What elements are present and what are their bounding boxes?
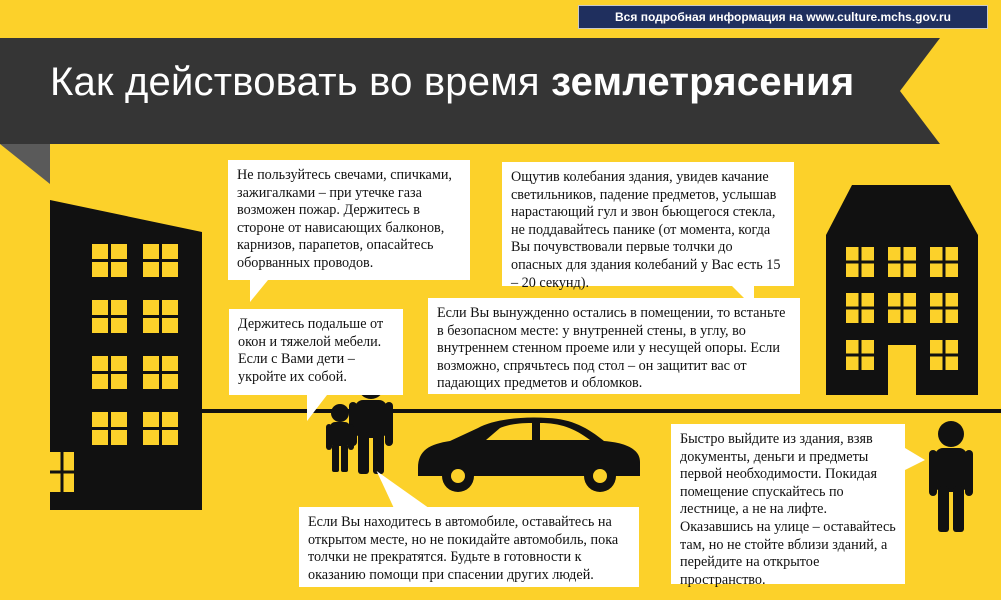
tip-no-panic: Ощутив колебания здания, увидев качание светильников, падение предметов, услышав нарастающий гул и звон бьющегося стекла, не поддавайтесь панике (от момента, когда Вы почувствовали первые толчки до опасных для здания колебаний у Вас есть 15 – 20 секунд). xyxy=(502,162,794,286)
tip-leave-building: Быстро выйдите из здания, взяв документы, деньги и предметы первой необходимости. Покидая помещение спускайтесь по лестнице, а не на лифте. Оказавшись на улице – оставайтесь там, но не стойте вблизи зданий, а перейдите на открытое пространство. xyxy=(671,424,905,584)
tip-no-fire: Не пользуйтесь свечами, спичками, зажигалками – при утечке газа возможен пожар. Держитесь в стороне от нависающих балконов, карнизов, парапетов, опасайтесь оборванных проводов. xyxy=(228,160,470,280)
info-link[interactable]: Вся подробная информация на www.culture.mchs.gov.ru xyxy=(578,5,988,29)
tip-away-from-windows: Держитесь подальше от окон и тяжелой мебели. Если с Вами дети – укройте их собой. xyxy=(229,309,403,395)
tip-safe-place-indoors: Если Вы вынужденно остались в помещении, то встаньте в безопасном месте: у внутренней стены, в углу, во внутреннем стенном проеме или у несущей опоры. Если возможно, спрячьтесь под стол – он защитит вас от падающих предметов и обломков. xyxy=(428,298,800,394)
tip-in-car: Если Вы находитесь в автомобиле, оставайтесь на открытом месте, но не покидайте автомобиль, пока толчки не прекратятся. Будьте в готовности к оказанию помощи при спасении других людей. xyxy=(299,507,639,587)
title-bold: землетрясения xyxy=(551,60,855,104)
title-regular: Как действовать во время xyxy=(50,60,552,104)
